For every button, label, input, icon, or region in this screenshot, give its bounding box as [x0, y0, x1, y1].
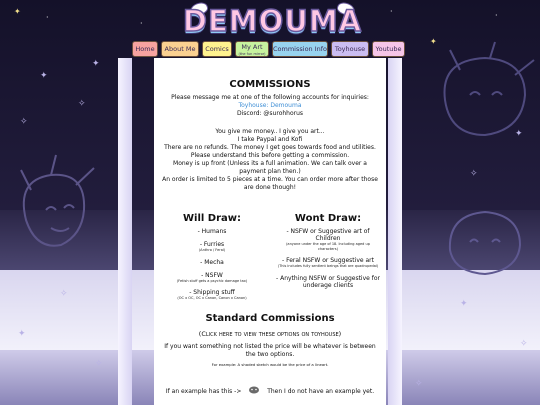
- nav-my-art-button[interactable]: [235, 41, 269, 57]
- nav-label: Comics: [205, 45, 229, 53]
- list-item: - Anything NSFW or Suggestive for underage clients: [276, 274, 380, 289]
- nav-label: About Me: [164, 45, 196, 53]
- will-draw-list: [168, 228, 256, 301]
- sparkle-icon: ✧: [78, 99, 86, 109]
- sparkle-icon: ✧: [95, 359, 103, 369]
- right-character-doodle-2-icon: [440, 200, 530, 280]
- terms-line-2: I take Paypal and Kofi: [237, 136, 303, 143]
- list-item: - Furries: [199, 241, 225, 248]
- nav-label: Toyhouse: [334, 45, 366, 53]
- list-item: - Shipping stuff: [189, 289, 235, 296]
- pixel-star-icon: ✦: [430, 37, 437, 46]
- page-title: COMMISSIONS: [229, 79, 311, 90]
- terms-line-4: Money is up front (Unless its a full animation. We can talk over a payment plan then.): [173, 160, 367, 175]
- sparkle-icon: ✦: [460, 299, 468, 309]
- example-text-before: If an example has this ->: [165, 388, 242, 395]
- nav-label: Commission Info: [273, 45, 328, 53]
- terms-line-5: An order is limited to 5 pieces at a time. You can order more after those are done though!: [162, 176, 378, 191]
- nav-toyhouse-button[interactable]: [331, 41, 369, 57]
- nav-comics-button[interactable]: [202, 41, 232, 57]
- sparkle-icon: ✦: [40, 71, 48, 81]
- right-cloud-border: [388, 58, 402, 405]
- standard-commissions-title: Standard Commissions: [205, 313, 335, 324]
- will-draw-title: Will Draw:: [182, 213, 241, 224]
- terms-line-3: There are no refunds. The money I get goes towards food and utilities. Please understand this before getting a commission.: [164, 144, 376, 159]
- standard-info-text: If you want something not listed the price will be whatever is between the two options.: [164, 343, 376, 358]
- sparkle-icon: ✧: [415, 379, 423, 389]
- list-item-note: (Anthro / Feral): [198, 248, 226, 252]
- left-character-doodle-icon: [6, 150, 106, 270]
- list-item-note: (OC x OC, OC x Canon, Canon x Canon): [177, 296, 247, 300]
- wont-draw-title: Wont Draw:: [294, 213, 362, 224]
- site-logo[interactable]: [180, 0, 365, 46]
- placeholder-example-icon: [248, 385, 260, 394]
- list-item-note: (Fetish stuff gets a psychic damage tax): [176, 278, 248, 283]
- sparkle-icon: ✧: [60, 289, 68, 299]
- list-item-note: (This includes fully sentient beings that are quadrupedal): [277, 264, 379, 268]
- intro-text: Please message me at one of the following accounts for inquiries:: [171, 94, 369, 101]
- nav-label: Home: [135, 45, 155, 53]
- left-cloud-border: [118, 58, 132, 405]
- sparkle-icon: ✧: [520, 339, 528, 349]
- content-panel: [154, 58, 386, 405]
- sparkle-icon: ✦: [92, 59, 100, 69]
- logo-text: DEMOUMA: [182, 4, 363, 38]
- list-item: - Mecha: [200, 258, 224, 266]
- list-item: - NSFW: [201, 271, 223, 279]
- list-item: - Feral NSFW or Suggestive art: [282, 257, 374, 264]
- list-item: - NSFW or Suggestive art of Children: [286, 228, 370, 242]
- example-text-after: Then I do not have an example yet.: [267, 388, 375, 395]
- wont-draw-list: [276, 228, 380, 289]
- pixel-star-icon: ·: [46, 13, 49, 22]
- toyhouse-options-link[interactable]: (Click here to view these options on toyhouse): [198, 330, 342, 338]
- toyhouse-link[interactable]: Toyhouse: Demouma: [238, 102, 302, 109]
- discord-handle: Discord: @surohhorus: [236, 110, 304, 117]
- nav-home-button[interactable]: [132, 41, 158, 57]
- sparkle-icon: ✦: [515, 129, 523, 139]
- standard-note: For example: A shaded sketch would be the price of a lineart.: [211, 362, 329, 367]
- pixel-star-icon: ·: [495, 11, 498, 20]
- pixel-star-icon: ✦: [14, 7, 21, 16]
- list-item: - Humans: [197, 228, 227, 235]
- nav-about-button[interactable]: [161, 41, 199, 57]
- nav-youtube-button[interactable]: [372, 41, 405, 57]
- sparkle-icon: ✧: [20, 117, 28, 127]
- pixel-star-icon: ·: [140, 19, 143, 28]
- nav-label: Youtube: [375, 45, 402, 53]
- sparkle-icon: ✦: [18, 329, 26, 339]
- sparkle-icon: ✧: [470, 169, 478, 179]
- pixel-star-icon: ·: [390, 7, 393, 16]
- list-item-note: (anyone under the age of 18. Including aged up characters): [286, 242, 370, 251]
- nav-commission-info-button[interactable]: [272, 41, 328, 57]
- terms-line-1: You give me money.. I give you art...: [215, 128, 325, 135]
- example-line: [154, 385, 386, 396]
- right-character-doodle-icon: [430, 37, 540, 150]
- nav-sublabel: (the fun mirror): [238, 52, 266, 56]
- nav-label: My Art: [241, 43, 263, 51]
